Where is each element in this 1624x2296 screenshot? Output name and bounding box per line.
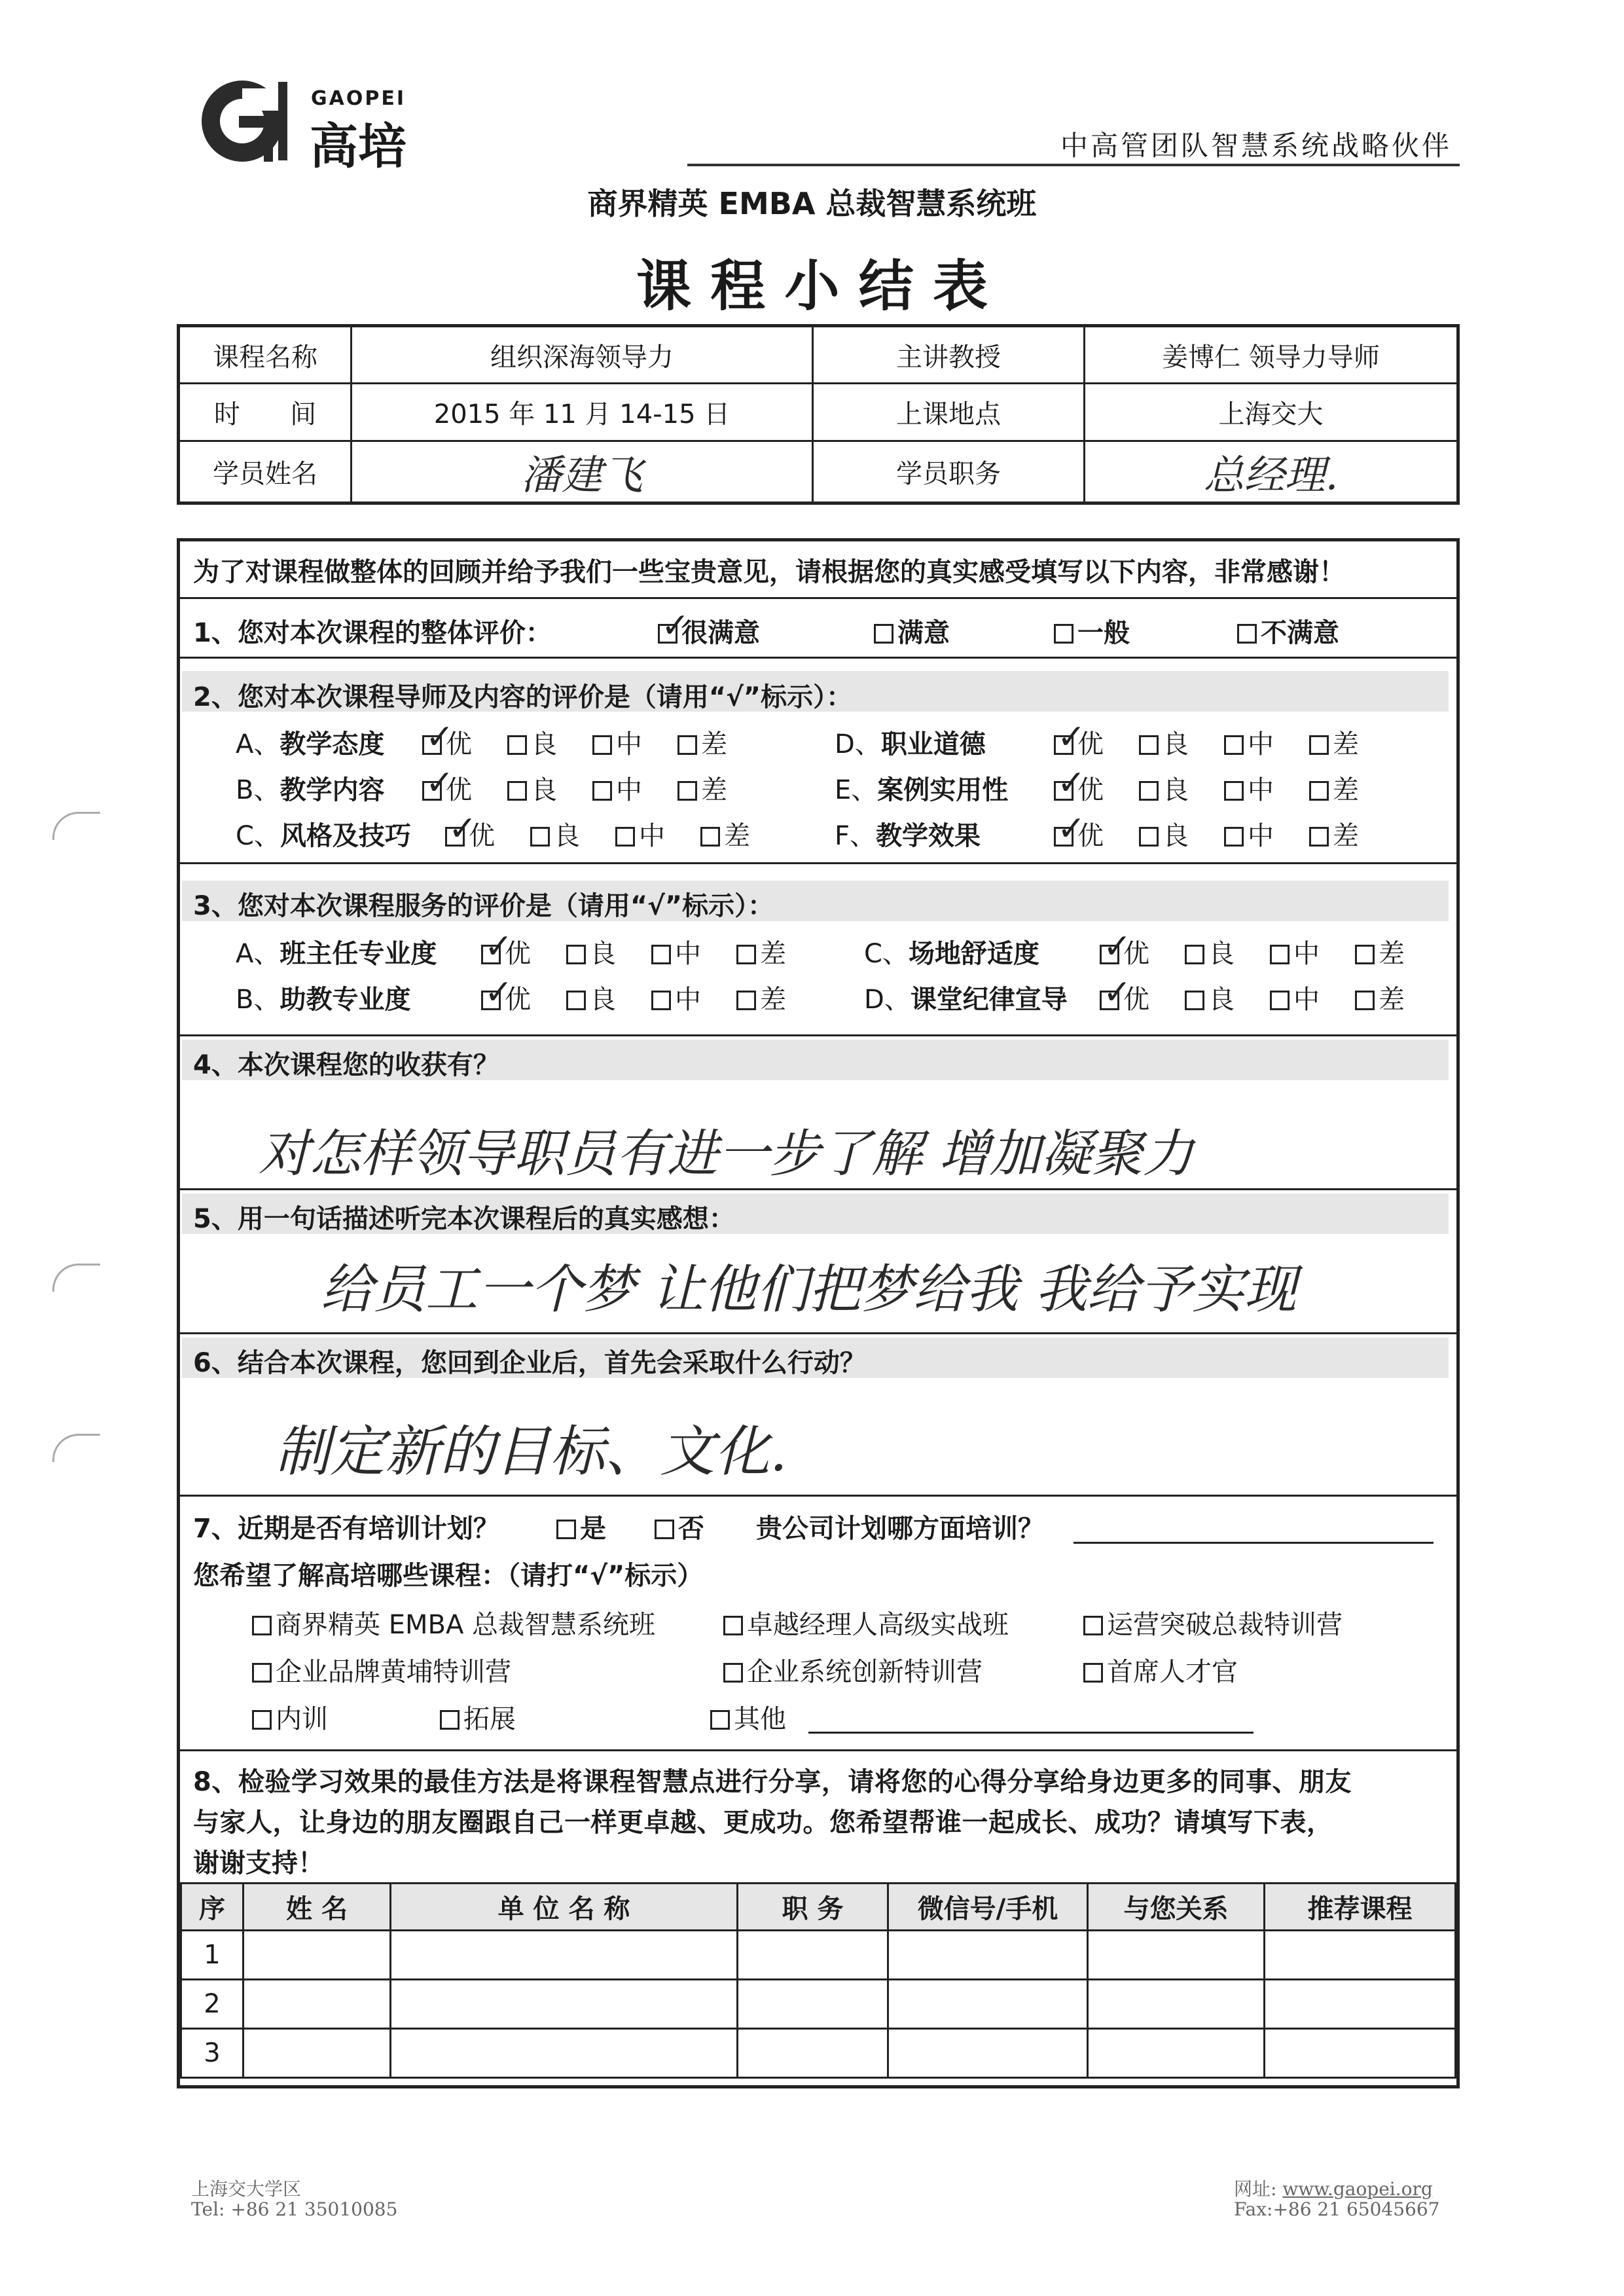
course-option-other[interactable]: 其他 (710, 1698, 786, 1736)
checkbox[interactable] (481, 991, 501, 1010)
logo-en: GAOPEI (311, 87, 406, 110)
checkbox[interactable] (615, 827, 635, 847)
referral-table (180, 1882, 1456, 2079)
q3-rating-option[interactable]: 中 (651, 979, 701, 1016)
checkbox[interactable] (1309, 735, 1329, 755)
table-row (181, 2029, 1456, 2078)
q8-line3: 谢谢支持！ (193, 1848, 324, 1878)
checkbox[interactable] (556, 1520, 576, 1539)
footer-fax: Fax:+86 21 65045667 (1234, 2198, 1440, 2220)
checkbox[interactable] (677, 781, 697, 801)
cell-company[interactable] (391, 1980, 738, 2029)
cell-relation[interactable] (1088, 1980, 1265, 2029)
q2-rating-option[interactable]: ✓ 优 (422, 723, 472, 761)
row-index: 3 (181, 2029, 244, 2078)
course-option-manager[interactable]: 卓越经理人高级实战班 (723, 1604, 1009, 1641)
checkbox[interactable] (1224, 781, 1244, 801)
q4-text: 4、本次课程您的收获有？ (193, 1050, 499, 1080)
checkbox[interactable] (1224, 735, 1244, 755)
course-option-outward[interactable]: 拓展 (440, 1698, 516, 1736)
q2-rating-option[interactable]: 良 (1139, 769, 1189, 807)
table-row (181, 1980, 1456, 2029)
checkbox[interactable] (507, 735, 527, 755)
cell-name[interactable] (244, 1980, 391, 2029)
cell-company[interactable] (391, 1931, 738, 1980)
checkbox[interactable] (1100, 945, 1119, 964)
checkbox[interactable] (445, 827, 465, 847)
col-index: 序 (181, 1884, 244, 1931)
slogan: 中高管团队智慧系统战略伙伴 (1060, 130, 1453, 162)
q3-rating-option[interactable]: 良 (566, 933, 616, 970)
cell-course[interactable] (1265, 1931, 1456, 1980)
q2-item-label: E、案例实用性 (835, 775, 1009, 805)
q3-rating-option[interactable]: 差 (736, 933, 786, 970)
location-label: 上课地点 (813, 384, 1085, 441)
q3-rating-option[interactable]: 差 (736, 979, 786, 1016)
q4-answer[interactable]: 对怎样领导职员有进一步了解 增加凝聚力 (259, 1125, 1194, 1184)
col-position: 职 务 (738, 1884, 888, 1931)
cell-position[interactable] (738, 1980, 888, 2029)
checkbox[interactable] (874, 624, 893, 644)
lecturer-label: 主讲教授 (813, 326, 1085, 384)
checkbox[interactable] (1083, 1616, 1103, 1635)
course-name-label: 课程名称 (179, 326, 352, 384)
course-option-innovation[interactable]: 企业系统创新特训营 (723, 1651, 983, 1688)
q7-option-no[interactable]: 否 (655, 1508, 704, 1545)
checkbox[interactable] (422, 781, 442, 801)
checkbox[interactable] (723, 1616, 743, 1635)
footer-web: 网址: www.gaopei.org (1234, 2178, 1433, 2200)
intro-text: 为了对课程做整体的回顾并给予我们一些宝贵意见，请根据您的真实感受填写以下内容，非常感谢！ (193, 557, 1345, 587)
checkbox[interactable] (507, 781, 527, 801)
q2-rating-option[interactable]: ✓ 优 (1054, 769, 1104, 807)
page-title: 课 程 小 结 表 (636, 254, 988, 318)
checkbox[interactable] (651, 945, 671, 964)
q3-rating-option[interactable]: 中 (1270, 933, 1320, 970)
checkbox[interactable] (1083, 1663, 1103, 1683)
footer-campus: 上海交大学区 (191, 2178, 302, 2200)
checkbox[interactable] (1185, 991, 1204, 1010)
time-value: 2015 年 11 月 14-15 日 (352, 384, 813, 441)
header-rule (687, 164, 1460, 166)
lecturer-value: 姜博仁 领导力导师 (1085, 326, 1458, 384)
q1-option-satisfied[interactable]: 满意 (874, 612, 950, 649)
checkbox[interactable] (1100, 991, 1119, 1010)
checkbox[interactable] (422, 735, 442, 755)
q2-item-label: A、教学态度 (236, 729, 385, 759)
student-position-value[interactable]: 总经理. (1085, 441, 1458, 503)
checkbox[interactable] (1054, 781, 1074, 801)
checkbox[interactable] (1270, 945, 1290, 964)
checkbox[interactable] (700, 827, 720, 847)
q3-rating-option[interactable]: 良 (566, 979, 616, 1016)
checkbox[interactable] (710, 1710, 730, 1730)
q3-item-label: B、助教专业度 (236, 985, 411, 1015)
course-other-field[interactable] (808, 1732, 1254, 1734)
cell-relation[interactable] (1088, 2029, 1265, 2078)
q3-text: 3、您对本次课程服务的评价是（请用“√”标示）： (193, 891, 774, 921)
q2-rating-option[interactable]: ✓ 优 (422, 769, 472, 807)
logo-cn: 高培 (310, 118, 406, 175)
q3-item-label: C、场地舒适度 (864, 939, 1039, 969)
q2-rating-option[interactable]: 良 (1139, 723, 1189, 761)
student-name-value[interactable]: 潘建飞 (352, 441, 813, 503)
q2-rating-option[interactable]: 差 (700, 815, 750, 852)
q2-rating-option[interactable]: 差 (677, 769, 727, 807)
q2-text: 2、您对本次课程导师及内容的评价是（请用“√”标示）： (193, 682, 853, 712)
cell-course[interactable] (1265, 2029, 1456, 2078)
q1-option-very-satisfied[interactable]: ✓ 很满意 (658, 612, 760, 649)
q3-item-label: D、课堂纪律宣导 (864, 985, 1068, 1015)
row-index: 1 (181, 1931, 244, 1980)
q2-rating-option[interactable]: 中 (1224, 723, 1274, 761)
q7-plan-question: 贵公司计划哪方面培训？ (756, 1514, 1044, 1544)
checkbox[interactable] (252, 1710, 272, 1730)
checkbox[interactable] (1185, 945, 1204, 964)
checkbox[interactable] (566, 945, 586, 964)
q2-rating-option[interactable]: ✓ 优 (445, 815, 495, 852)
q2-rating-option[interactable]: ✓ 优 (1054, 723, 1104, 761)
binder-hole (52, 1434, 100, 1462)
course-option-emba[interactable]: 商界精英 EMBA 总裁智慧系统班 (252, 1604, 655, 1641)
q6-text: 6、结合本次课程，您回到企业后，首先会采取什么行动？ (193, 1348, 866, 1378)
checkbox[interactable] (723, 1663, 743, 1683)
q2-rating-option[interactable]: 差 (1309, 815, 1359, 852)
q2-rating-option[interactable]: ✓ 优 (1054, 815, 1104, 852)
location-value: 上海交大 (1085, 384, 1458, 441)
checkbox[interactable] (1355, 945, 1375, 964)
q7-option-yes[interactable]: 是 (556, 1508, 606, 1545)
q3-rating-option[interactable]: 良 (1185, 979, 1235, 1016)
q1-option-unsatisfied[interactable]: 不满意 (1237, 612, 1339, 649)
q2-item-label: B、教学内容 (236, 775, 385, 805)
q3-rating-option[interactable]: 中 (651, 933, 701, 970)
checkbox[interactable] (1139, 735, 1159, 755)
q2-item-label: F、教学效果 (835, 821, 981, 851)
cell-wechat[interactable] (888, 2029, 1088, 2078)
q3-rating-option[interactable]: ✓ 优 (481, 933, 531, 970)
q5-answer[interactable]: 给员工一个梦 让他们把梦给我 我给予实现 (321, 1259, 1297, 1320)
checkbox[interactable] (1054, 735, 1074, 755)
checkbox[interactable] (1309, 827, 1329, 847)
program-title: 商界精英 EMBA 总裁智慧系统班 (587, 186, 1037, 221)
q2-rating-option[interactable]: 中 (1224, 769, 1274, 807)
q3-rating-option[interactable]: ✓ 优 (1100, 979, 1149, 1016)
q3-rating-option[interactable]: ✓ 优 (481, 979, 531, 1016)
footer-tel: Tel: +86 21 35010085 (191, 2198, 398, 2220)
checkbox[interactable] (440, 1710, 460, 1730)
table-row (181, 1931, 1456, 1980)
q7-text: 7、近期是否有培训计划？ (193, 1514, 499, 1544)
col-relation: 与您关系 (1088, 1884, 1265, 1931)
website-link[interactable]: www.gaopei.org (1282, 2178, 1433, 2200)
checkbox[interactable] (651, 991, 671, 1010)
q2-rating-option[interactable]: 差 (1309, 769, 1359, 807)
binder-hole (52, 1264, 100, 1292)
cell-course[interactable] (1265, 1980, 1456, 2029)
q7-plan-field[interactable] (1074, 1542, 1434, 1544)
col-course: 推荐课程 (1265, 1884, 1456, 1931)
checkbox[interactable] (1139, 781, 1159, 801)
q7-courses-question: 您希望了解高培哪些课程：（请打“√”标示） (193, 1561, 704, 1591)
cell-relation[interactable] (1088, 1931, 1265, 1980)
gaopei-logo-icon (187, 75, 311, 167)
q1-text: 1、您对本次课程的整体评价： (193, 618, 552, 648)
col-name: 姓 名 (244, 1884, 391, 1931)
q3-rating-option[interactable]: ✓ 优 (1100, 933, 1149, 970)
q2-rating-option[interactable]: 中 (1224, 815, 1274, 852)
checkbox[interactable] (677, 735, 697, 755)
q2-item-label: D、职业道德 (835, 729, 986, 759)
course-option-cto[interactable]: 首席人才官 (1083, 1651, 1238, 1688)
cell-position[interactable] (738, 2029, 888, 2078)
q2-rating-option[interactable]: 良 (507, 723, 557, 761)
student-position-label: 学员职务 (813, 441, 1085, 503)
checkbox[interactable] (252, 1663, 272, 1683)
course-info-table (177, 324, 1460, 505)
q6-answer[interactable]: 制定新的目标、文化. (275, 1419, 787, 1484)
checkbox[interactable] (658, 624, 677, 644)
cell-wechat[interactable] (888, 1931, 1088, 1980)
course-name-value: 组织深海领导力 (352, 326, 813, 384)
q3-rating-option[interactable]: 差 (1355, 979, 1405, 1016)
checkbox[interactable] (736, 945, 756, 964)
q2-rating-option[interactable]: 良 (1139, 815, 1189, 852)
q2-rating-option[interactable]: 差 (1309, 723, 1359, 761)
binder-hole (52, 812, 100, 840)
row-index: 2 (181, 1980, 244, 2029)
q2-rating-option[interactable]: 良 (530, 815, 580, 852)
checkbox[interactable] (1237, 624, 1257, 644)
checkbox[interactable] (1139, 827, 1159, 847)
checkbox[interactable] (481, 945, 501, 964)
time-label: 时 间 (179, 384, 352, 441)
checkbox[interactable] (1355, 991, 1375, 1010)
course-option-internal[interactable]: 内训 (252, 1698, 328, 1736)
q2-item-label: C、风格及技巧 (236, 821, 411, 851)
checkbox[interactable] (566, 991, 586, 1010)
student-name-label: 学员姓名 (179, 441, 352, 503)
checkbox[interactable] (1054, 624, 1074, 644)
q2-rating-option[interactable]: 良 (507, 769, 557, 807)
q2-rating-option[interactable]: 中 (592, 769, 642, 807)
cell-wechat[interactable] (888, 1980, 1088, 2029)
q3-rating-option[interactable]: 良 (1185, 933, 1235, 970)
checkbox[interactable] (252, 1616, 272, 1635)
cell-company[interactable] (391, 2029, 738, 2078)
cell-name[interactable] (244, 2029, 391, 2078)
logo (187, 75, 422, 175)
checkbox[interactable] (736, 991, 756, 1010)
checkbox[interactable] (592, 735, 612, 755)
q5-text: 5、用一句话描述听完本次课程后的真实感想： (193, 1204, 735, 1234)
course-option-operations[interactable]: 运营突破总裁特训营 (1083, 1604, 1343, 1641)
q1-option-average[interactable]: 一般 (1054, 612, 1130, 649)
q2-rating-option[interactable]: 差 (677, 723, 727, 761)
q2-rating-option[interactable]: 中 (592, 723, 642, 761)
q3-item-label: A、班主任专业度 (236, 939, 437, 969)
col-wechat: 微信号/手机 (888, 1884, 1088, 1931)
q2-rating-option[interactable]: 中 (615, 815, 665, 852)
checkbox[interactable] (1224, 827, 1244, 847)
course-option-brand[interactable]: 企业品牌黄埔特训营 (252, 1651, 511, 1688)
checkbox[interactable] (1054, 827, 1074, 847)
checkbox[interactable] (1309, 781, 1329, 801)
col-company: 单 位 名 称 (391, 1884, 738, 1931)
q8-line1: 8、检验学习效果的最佳方法是将课程智慧点进行分享，请将您的心得分享给身边更多的同事、朋友 (193, 1767, 1352, 1797)
checkbox[interactable] (1270, 991, 1290, 1010)
q3-rating-option[interactable]: 差 (1355, 933, 1405, 970)
cell-position[interactable] (738, 1931, 888, 1980)
q3-rating-option[interactable]: 中 (1270, 979, 1320, 1016)
checkbox[interactable] (530, 827, 550, 847)
q8-line2: 与家人，让身边的朋友圈跟自己一样更卓越、更成功。您希望帮谁一起成长、成功？请填写下表， (193, 1808, 1333, 1838)
cell-name[interactable] (244, 1931, 391, 1980)
checkbox[interactable] (592, 781, 612, 801)
checkbox[interactable] (655, 1520, 674, 1539)
